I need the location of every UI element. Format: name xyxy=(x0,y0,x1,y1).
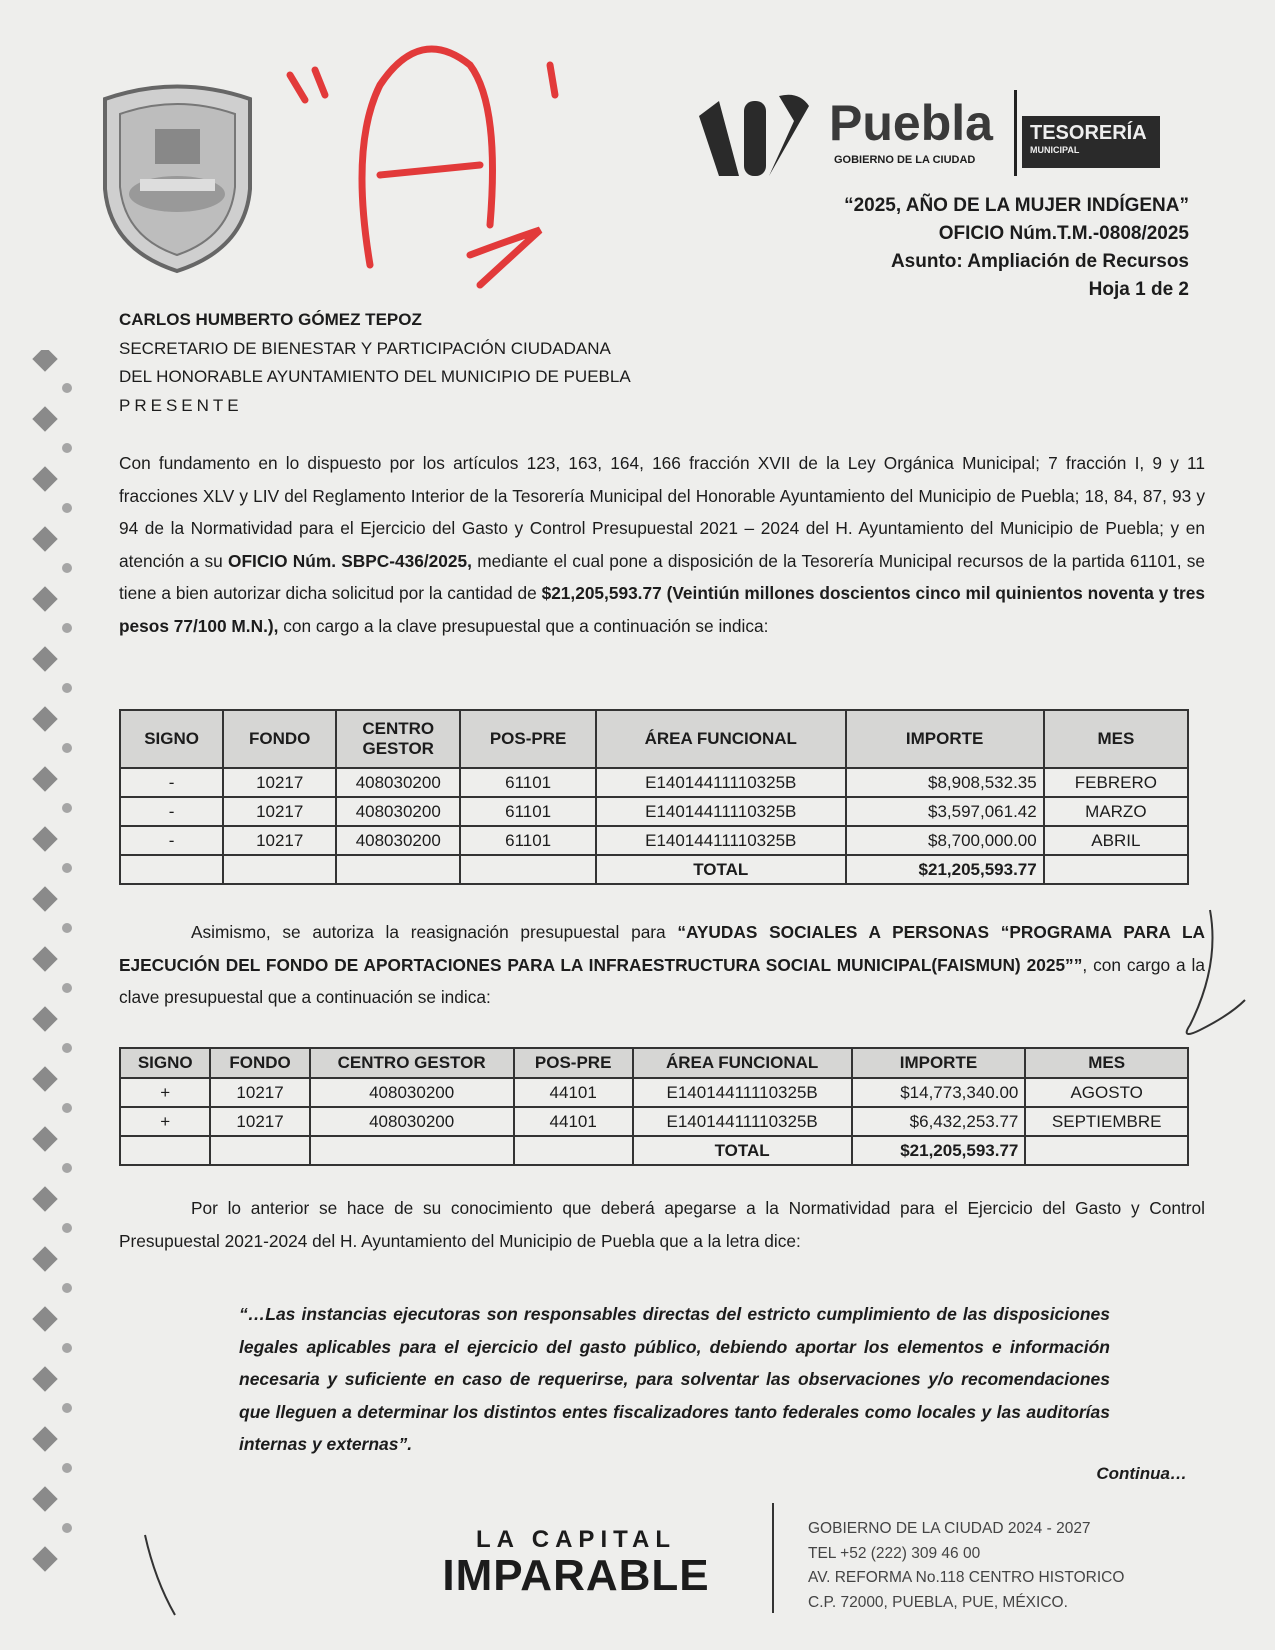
col-header: FONDO xyxy=(223,710,336,768)
text: Con fundamento en lo dispuesto por los artículos 123, 163, 164, 166 fracción XVII de la Ley Orgánica Municipal; 7 fracción I, 9 y 11 fracciones XLV y LIV del Reglamento Interior de la Tesorería Municipal del Honorable Ayuntamiento del Municipio de Puebla; 18, 84, 87, 93 y 94 de la Normatividad para el Ejercicio del Gasto y Control Presupuestal 2021 – 2024 del H. Ayuntamiento del Municipio de Puebla; y en atención a su xyxy=(119,453,1205,571)
paragraph-authorization xyxy=(119,447,1205,643)
table-header-row xyxy=(120,710,1188,768)
col-header: ÁREA FUNCIONAL xyxy=(633,1048,852,1078)
addressee-title: SECRETARIO DE BIENESTAR Y PARTICIPACIÓN CIUDADANA xyxy=(119,338,611,358)
table-row xyxy=(120,826,1188,855)
logo-city: Puebla xyxy=(829,95,993,151)
col-header: SIGNO xyxy=(120,1048,210,1078)
amount-text: $21,205,593.77 (Veintiún millones doscientos cinco mil quinientos noventa y tres pesos 77/100 M.N.), xyxy=(119,583,1205,636)
document-header xyxy=(844,192,1189,304)
logo-line2: IMPARABLE xyxy=(442,1551,710,1600)
cell: E14014411110325B xyxy=(596,826,846,855)
paragraph-reassignment xyxy=(119,916,1205,1014)
col-header: SIGNO xyxy=(120,710,223,768)
table-header-row xyxy=(120,1048,1188,1078)
cell: E14014411110325B xyxy=(633,1078,852,1107)
cell: 61101 xyxy=(460,768,596,797)
cell: 10217 xyxy=(210,1078,309,1107)
la-capital-imparable-logo xyxy=(426,1522,726,1607)
cell: E14014411110325B xyxy=(596,797,846,826)
cell: + xyxy=(120,1078,210,1107)
addressee-institution: DEL HONORABLE AYUNTAMIENTO DEL MUNICIPIO DE PUEBLA xyxy=(119,367,631,386)
total-amount: $21,205,593.77 xyxy=(846,855,1044,884)
cell: 408030200 xyxy=(336,768,460,797)
cell: 10217 xyxy=(223,797,336,826)
table-total-row xyxy=(120,1136,1188,1165)
cell: - xyxy=(120,768,223,797)
cell: 10217 xyxy=(223,768,336,797)
cell: E14014411110325B xyxy=(596,768,846,797)
text: Por lo anterior se hace de su conocimiento que deberá apegarse a la Normatividad para el Ejercicio del Gasto y Control Presupuestal 2021-2024 del H. Ayuntamiento del Municipio de Puebla que a la letra dice: xyxy=(119,1198,1205,1251)
oficio-reference: OFICIO Núm. SBPC-436/2025, xyxy=(228,550,472,571)
signature-mark xyxy=(140,1530,190,1620)
decorative-border xyxy=(22,350,80,1600)
continued-note: Continua… xyxy=(1096,1464,1187,1483)
cell: 408030200 xyxy=(310,1107,514,1136)
cell: $14,773,340.00 xyxy=(852,1078,1026,1107)
text: con cargo a la clave presupuestal que a continuación se indica: xyxy=(278,615,769,636)
col-header: CENTRO GESTOR xyxy=(336,710,460,768)
cell: 408030200 xyxy=(310,1078,514,1107)
cell: 10217 xyxy=(210,1107,309,1136)
red-handwritten-mark xyxy=(270,25,610,305)
total-amount: $21,205,593.77 xyxy=(852,1136,1026,1165)
cell: 10217 xyxy=(223,826,336,855)
table-row xyxy=(120,1107,1188,1136)
footer-line: GOBIERNO DE LA CIUDAD 2024 - 2027 xyxy=(808,1520,1091,1537)
presente: PRESENTE xyxy=(119,395,243,415)
cell: 61101 xyxy=(460,797,596,826)
puebla-emblem-icon xyxy=(689,86,829,182)
cell: 44101 xyxy=(514,1078,633,1107)
table-row xyxy=(120,1078,1188,1107)
year-motto: “2025, AÑO DE LA MUJER INDÍGENA” xyxy=(844,195,1189,216)
addressee-name: CARLOS HUMBERTO GÓMEZ TEPOZ xyxy=(119,310,422,329)
col-header: CENTRO GESTOR xyxy=(310,1048,514,1078)
cell: AGOSTO xyxy=(1025,1078,1188,1107)
total-label: TOTAL xyxy=(596,855,846,884)
table-row xyxy=(120,768,1188,797)
cell: MARZO xyxy=(1044,797,1188,826)
col-header: MES xyxy=(1025,1048,1188,1078)
cell: 408030200 xyxy=(336,797,460,826)
city-seal-logo xyxy=(95,79,260,274)
col-header: POS-PRE xyxy=(460,710,596,768)
total-label: TOTAL xyxy=(633,1136,852,1165)
col-header: IMPORTE xyxy=(852,1048,1026,1078)
page-number: Hoja 1 de 2 xyxy=(1088,279,1189,300)
col-header: ÁREA FUNCIONAL xyxy=(596,710,846,768)
text: mediante el cual pone a disposición de la Tesorería Municipal recursos de la partida 61101, se tiene a bien autorizar dicha solicitud por la cantidad de xyxy=(119,550,1206,604)
puebla-tesoreria-logo xyxy=(689,86,1159,182)
table-row xyxy=(120,797,1188,826)
budget-table-assignment xyxy=(119,1047,1189,1166)
cell: - xyxy=(120,826,223,855)
cell: - xyxy=(120,797,223,826)
budget-table-reduction xyxy=(119,709,1189,885)
oficio-number: OFICIO Núm.T.M.-0808/2025 xyxy=(938,223,1189,244)
quoted-regulation: “…Las instancias ejecutoras son responsables directas del estricto cumplimiento de las disposiciones legales aplicables para el ejercicio del gasto público, debiendo aportar los elementos e información necesaria y suficiente en caso de requerirse, para solventar las observaciones y/o recomendaciones que lleguen a determinar los distintos entes fiscalizadores tanto federales como locales y las auditorías internas y externas”. xyxy=(239,1304,1110,1454)
subject: Asunto: Ampliación de Recursos xyxy=(890,251,1189,272)
cell: $6,432,253.77 xyxy=(852,1107,1026,1136)
cell: $3,597,061.42 xyxy=(846,797,1044,826)
cell: 408030200 xyxy=(336,826,460,855)
cell: 61101 xyxy=(460,826,596,855)
footer-divider xyxy=(772,1503,774,1613)
addressee-block xyxy=(119,306,631,420)
col-header: POS-PRE xyxy=(514,1048,633,1078)
cell: $8,908,532.35 xyxy=(846,768,1044,797)
cell: 44101 xyxy=(514,1107,633,1136)
cell: FEBRERO xyxy=(1044,768,1188,797)
cell: $8,700,000.00 xyxy=(846,826,1044,855)
logo-subtitle: GOBIERNO DE LA CIUDAD xyxy=(834,154,976,166)
paragraph-normativity xyxy=(119,1192,1205,1257)
logo-dept-sub: MUNICIPAL xyxy=(1030,145,1080,155)
signature-mark xyxy=(1170,905,1250,1045)
col-header: MES xyxy=(1044,710,1188,768)
col-header: IMPORTE xyxy=(846,710,1044,768)
table-total-row xyxy=(120,855,1188,884)
footer-phone: TEL +52 (222) 309 46 00 xyxy=(808,1544,981,1562)
logo-line1: LA CAPITAL xyxy=(476,1526,676,1553)
text: Asimismo, se autoriza la reasignación presupuestal para xyxy=(191,922,678,942)
footer-line: C.P. 72000, PUEBLA, PUE, MÉXICO. xyxy=(808,1593,1068,1611)
program-name: “AYUDAS SOCIALES A PERSONAS “PROGRAMA PARA LA EJECUCIÓN DEL FONDO DE APORTACIONES PARA LA INFRAESTRUCTURA SOCIAL MUNICIPAL(FAISMUN) 2025”” xyxy=(119,922,1205,975)
col-header: FONDO xyxy=(210,1048,309,1078)
logo-dept: TESORERÍA xyxy=(1030,122,1147,144)
footer-address xyxy=(808,1517,1124,1615)
text: , con cargo a la clave presupuestal que a continuación se indica: xyxy=(119,954,1205,1008)
cell: + xyxy=(120,1107,210,1136)
cell: ABRIL xyxy=(1044,826,1188,855)
footer-line: AV. REFORMA No.118 CENTRO HISTORICO xyxy=(808,1569,1125,1586)
cell: SEPTIEMBRE xyxy=(1025,1107,1188,1136)
cell: E14014411110325B xyxy=(633,1107,852,1136)
